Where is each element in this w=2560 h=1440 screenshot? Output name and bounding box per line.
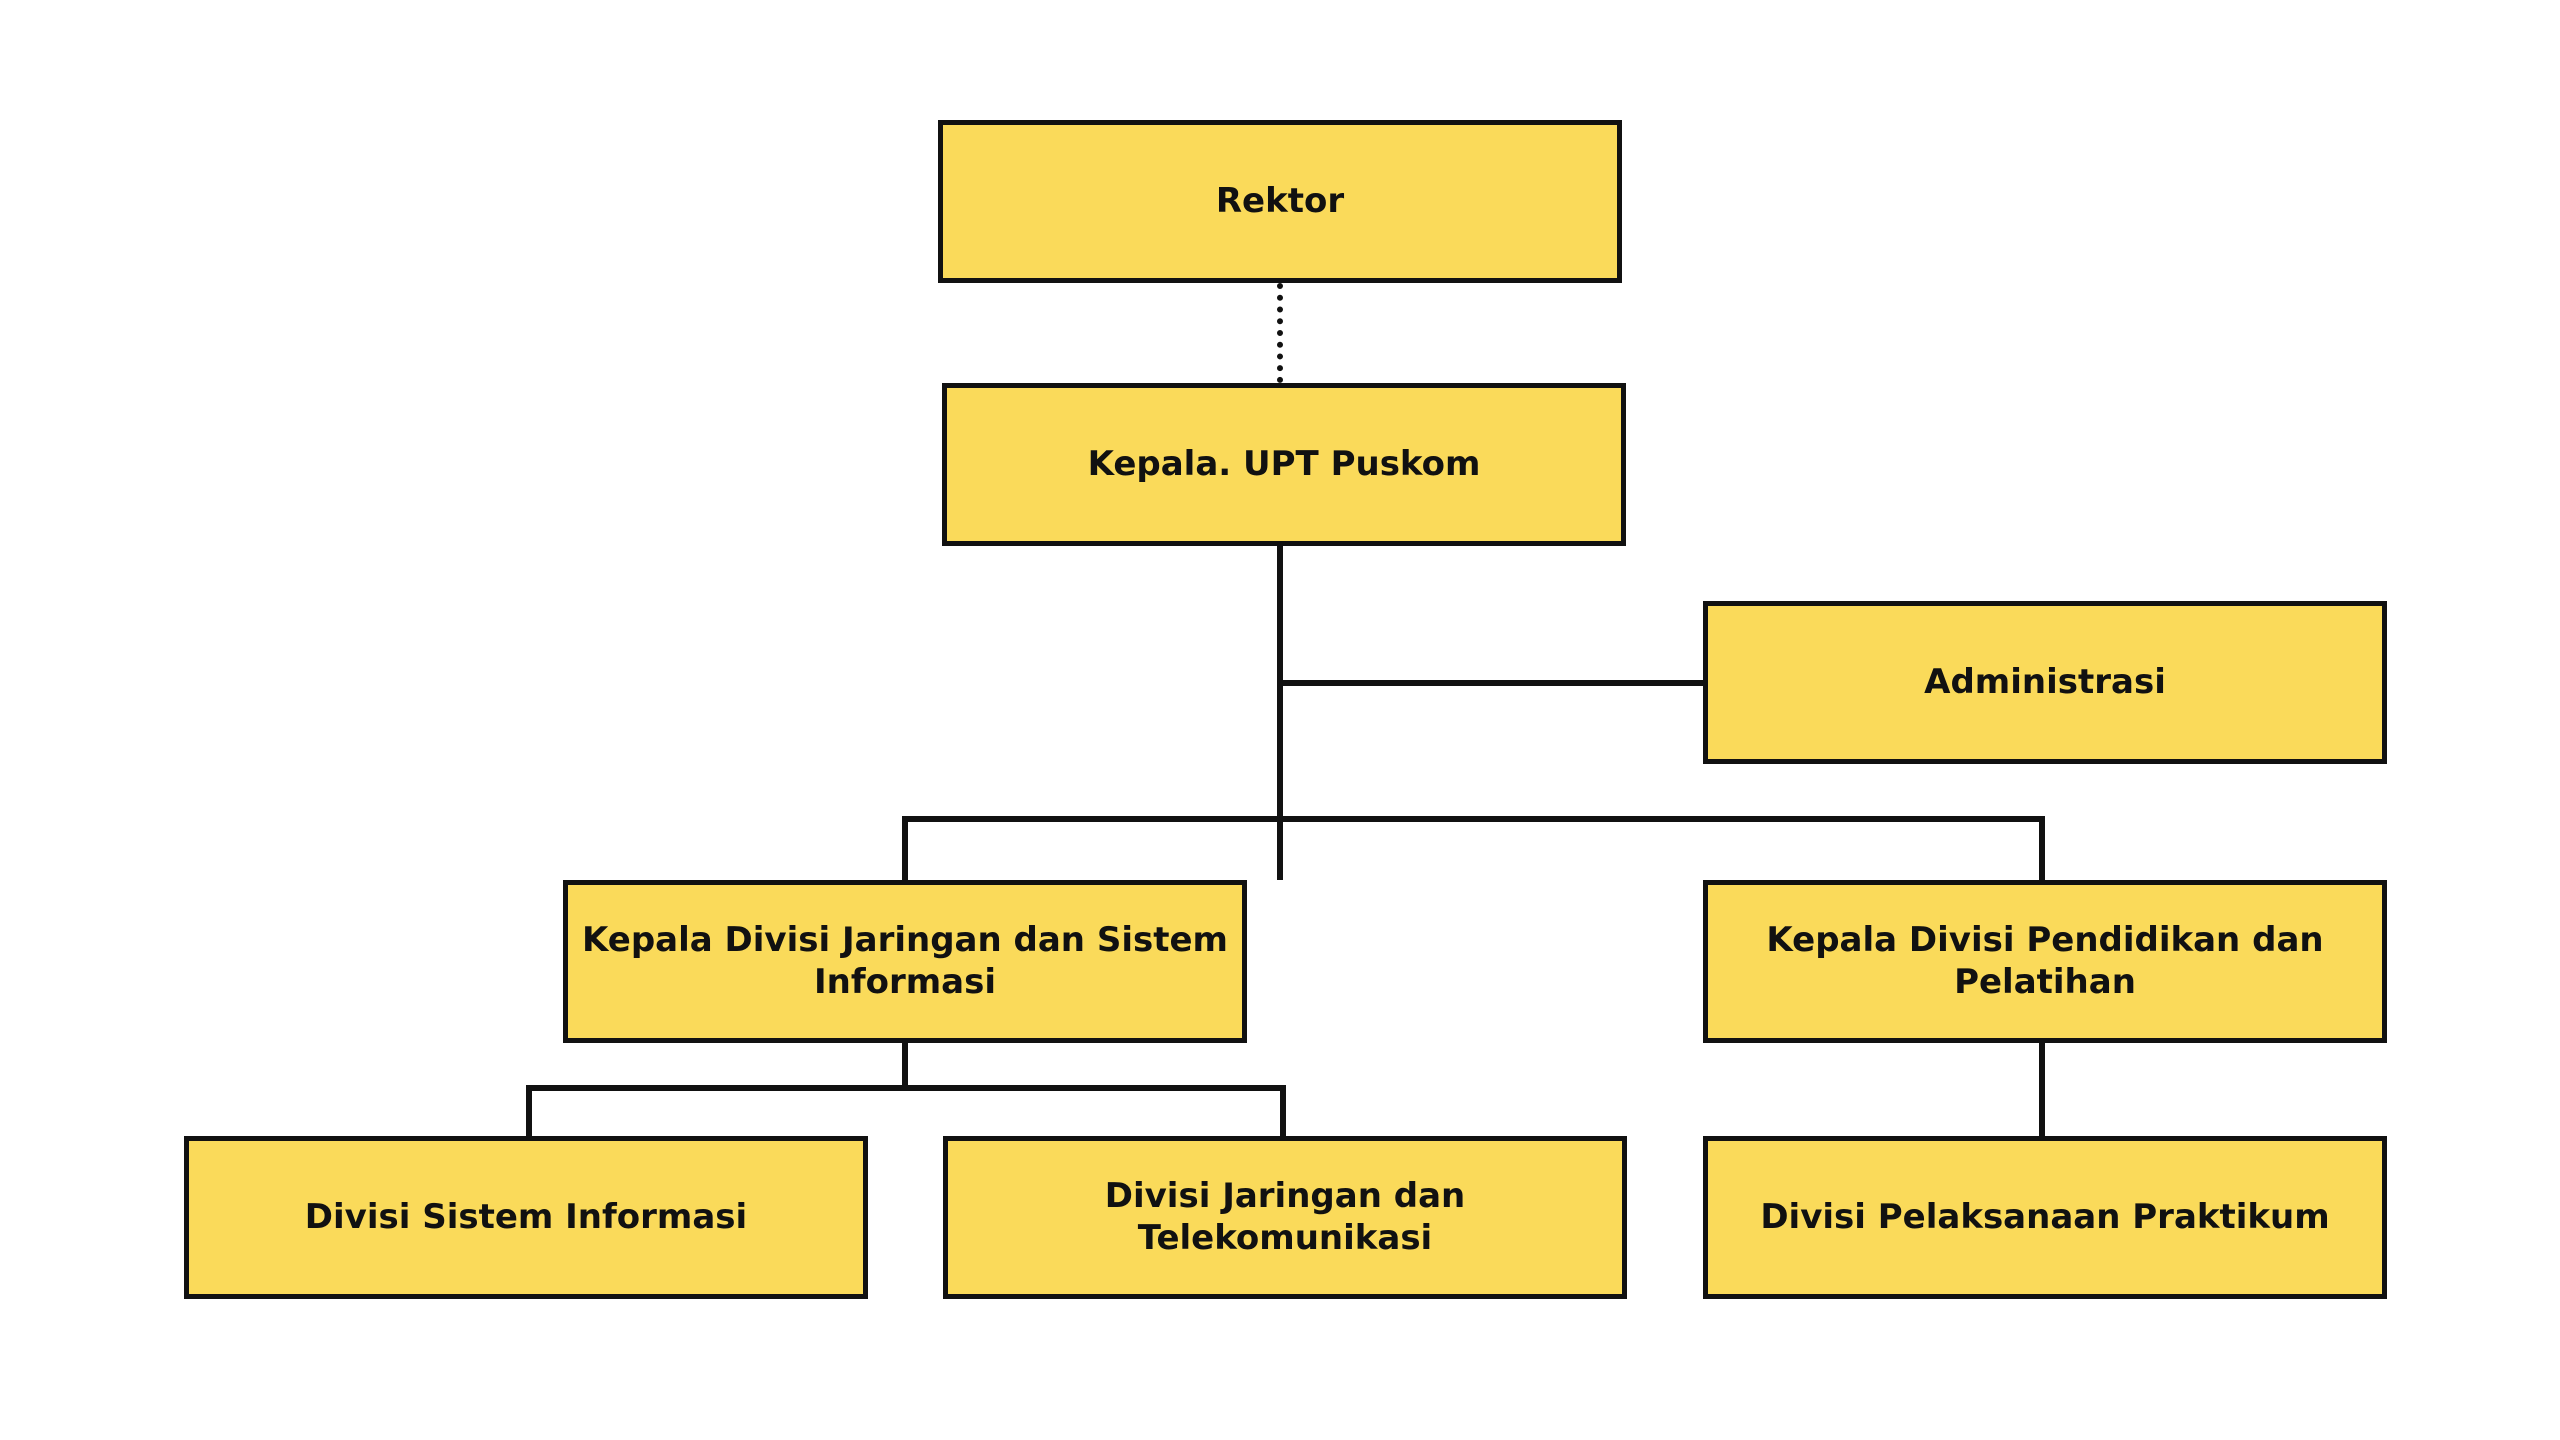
node-administrasi[interactable] [1703, 601, 2387, 764]
node-label: Rektor [1215, 180, 1345, 221]
node-label: Divisi Pelaksanaan Praktikum [1760, 1196, 2330, 1237]
node-label: Kepala Divisi Jaringan dan Sistem Informasi [582, 920, 1228, 1002]
connector-jaringan-right-drop [1280, 1085, 1286, 1136]
node-label: Kepala. UPT Puskom [1087, 443, 1481, 484]
connector-pendidikan-to-praktikum [2039, 1043, 2045, 1136]
node-kepala-divisi-pendidikan-dan-pelatihan[interactable] [1703, 880, 2387, 1043]
node-divisi-pelaksanaan-praktikum[interactable] [1703, 1136, 2387, 1299]
node-kepala-upt-puskom[interactable] [942, 383, 1626, 546]
node-label: Kepala Divisi Pendidikan dan Pelatihan [1766, 920, 2324, 1002]
connector-bus-left-drop [902, 816, 908, 880]
connector-jaringan-bus [526, 1085, 1286, 1091]
connector-divisi-bus [902, 816, 2045, 822]
node-kepala-divisi-jaringan-dan-sistem-informasi[interactable] [563, 880, 1247, 1043]
connector-rektor-to-kepala [1277, 283, 1283, 383]
node-divisi-sistem-informasi[interactable] [184, 1136, 868, 1299]
connector-bus-right-drop [2039, 816, 2045, 880]
node-divisi-jaringan-dan-telekomunikasi[interactable] [943, 1136, 1627, 1299]
node-label: Administrasi [1924, 661, 2166, 702]
node-label: Divisi Jaringan dan Telekomunikasi [1104, 1176, 1466, 1258]
connector-kepala-to-administrasi [1277, 680, 1703, 686]
connector-jaringan-trunk [902, 1043, 908, 1085]
node-rektor[interactable] [938, 120, 1622, 283]
connector-kepala-trunk [1277, 546, 1283, 880]
node-label: Divisi Sistem Informasi [304, 1196, 748, 1237]
connector-jaringan-left-drop [526, 1085, 532, 1136]
